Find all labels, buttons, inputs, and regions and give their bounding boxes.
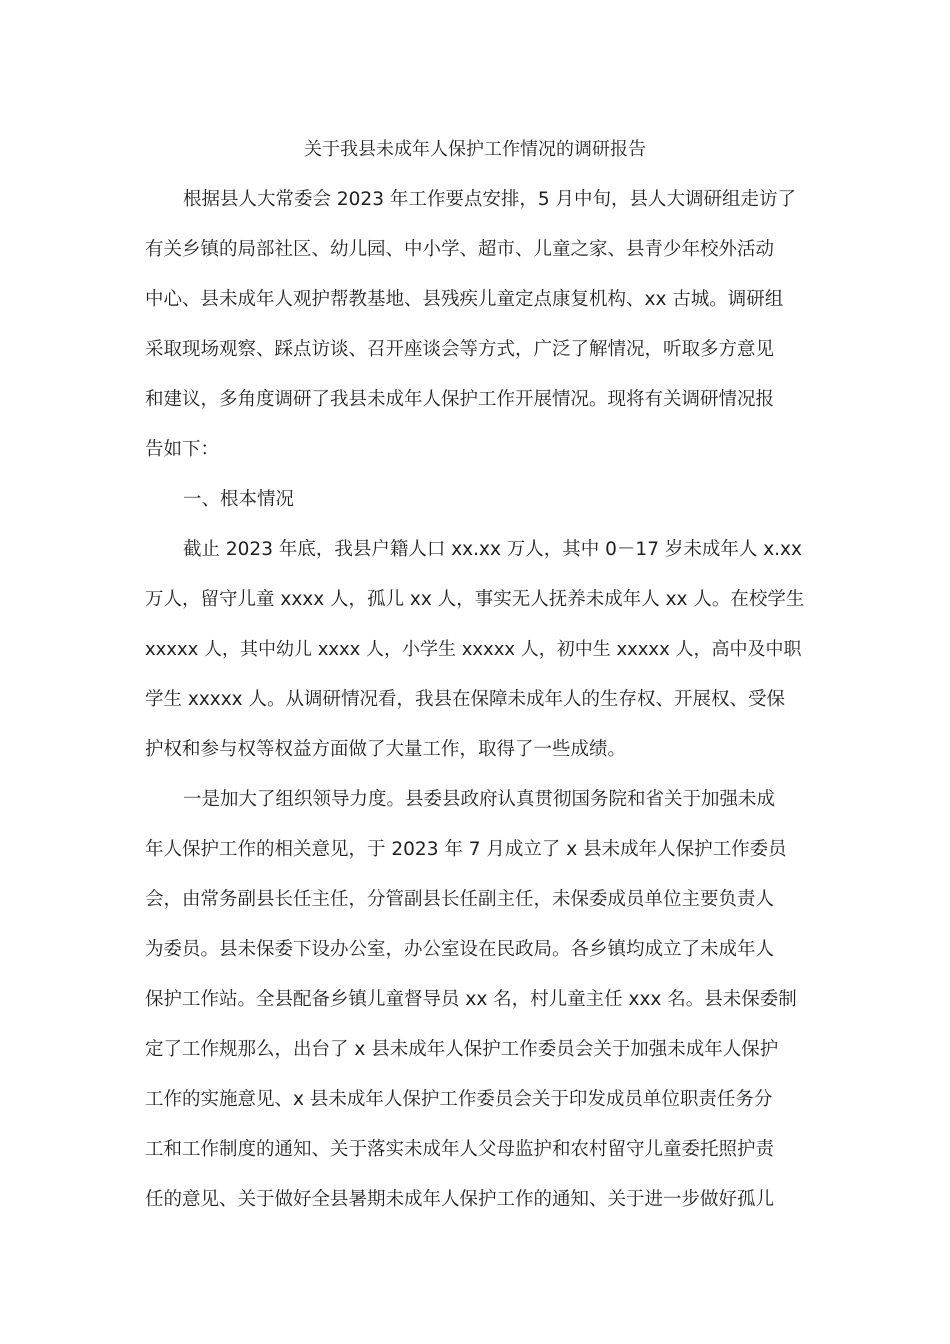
paragraph-line: 定了工作规那么，出台了 x 县未成年人保护工作委员会关于加强未成年人保护: [145, 1039, 779, 1060]
paragraph-line: xxxxx 人，其中幼儿 xxxx 人，小学生 xxxxx 人，初中生 xxxxx 人，高中及中职: [145, 639, 802, 660]
paragraph-line: 有关乡镇的局部社区、幼儿园、中小学、超市、儿童之家、县青少年校外活动: [145, 239, 775, 260]
paragraph-line: 万人，留守儿童 xxxx 人，孤儿 xx 人，事实无人抚养未成年人 xx 人。在校学生: [145, 589, 805, 610]
paragraph-line: 根据县人大常委会 2023 年工作要点安排，5 月中旬，县人大调研组走访了: [183, 189, 796, 210]
paragraph-line: 保护工作站。全县配备乡镇儿童督导员 xx 名，村儿童主任 xxx 名。县未保委制: [145, 989, 797, 1010]
paragraph-line: 护权和参与权等权益方面做了大量工作，取得了一些成绩。: [145, 739, 627, 760]
paragraph-line: 截止 2023 年底，我县户籍人口 xx.xx 万人，其中 0－17 岁未成年人 x.xx: [183, 539, 802, 560]
section-heading: 一、根本情况: [183, 489, 295, 510]
paragraph-line: 一是加大了组织领导力度。县委县政府认真贯彻国务院和省关于加强未成: [183, 789, 776, 810]
paragraph-line: 工作的实施意见、x 县未成年人保护工作委员会关于印发成员单位职责任务分: [145, 1089, 773, 1110]
paragraph-line: 和建议，多角度调研了我县未成年人保护工作开展情况。现将有关调研情况报: [145, 389, 775, 410]
paragraph-line: 为委员。县未保委下设办公室，办公室设在民政局。各乡镇均成立了未成年人: [145, 939, 775, 960]
paragraph-line: 采取现场观察、踩点访谈、召开座谈会等方式，广泛了解情况，听取多方意见: [145, 339, 775, 360]
document-title: 关于我县未成年人保护工作情况的调研报告: [304, 139, 646, 160]
paragraph-line: 工和工作制度的通知、关于落实未成年人父母监护和农村留守儿童委托照护责: [145, 1139, 775, 1160]
paragraph-line: 学生 xxxxx 人。从调研情况看，我县在保障未成年人的生存权、开展权、受保: [145, 689, 786, 710]
paragraph-line: 中心、县未成年人观护帮教基地、县残疾儿童定点康复机构、xx 古城。调研组: [145, 289, 784, 310]
paragraph-line: 告如下：: [145, 439, 220, 460]
paragraph-line: 会，由常务副县长任主任，分管副县长任副主任，未保委成员单位主要负责人: [145, 889, 775, 910]
paragraph-line: 年人保护工作的相关意见，于 2023 年 7 月成立了 x 县未成年人保护工作委员: [145, 839, 787, 860]
paragraph-line: 任的意见、关于做好全县暑期未成年人保护工作的通知、关于进一步做好孤儿: [145, 1189, 775, 1210]
